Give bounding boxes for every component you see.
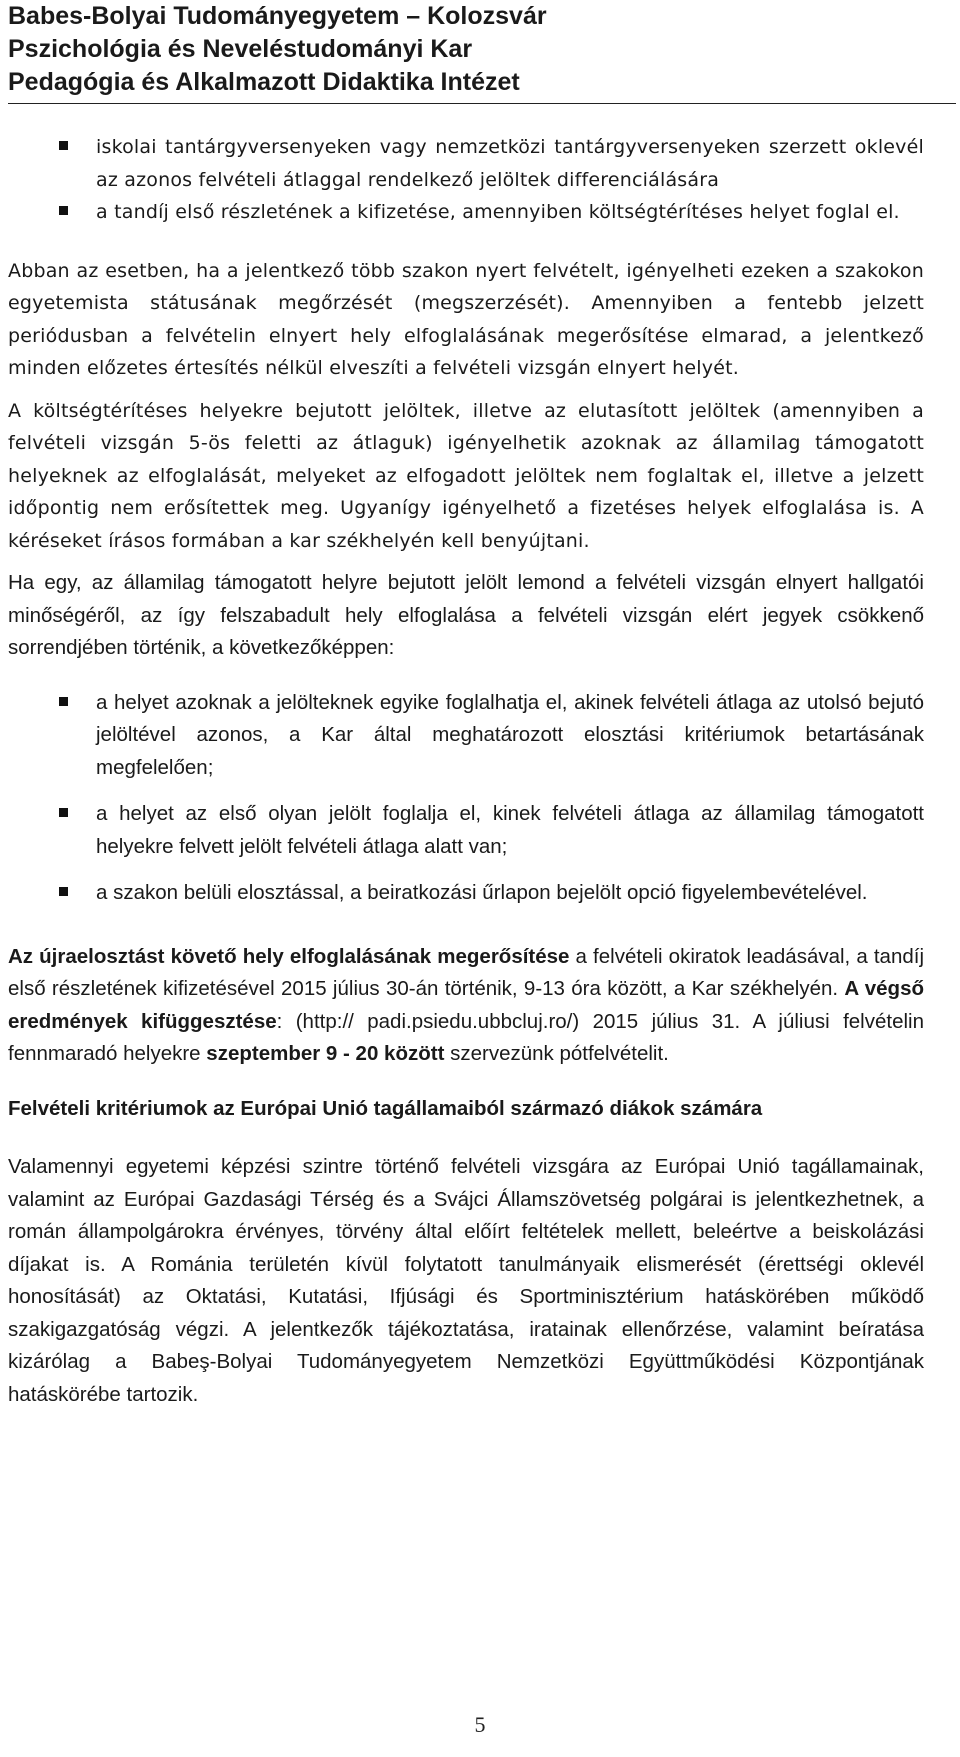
mid-bullet-list (8, 687, 924, 910)
document-body (8, 131, 924, 1411)
section-title-eu-students: Felvételi kritériumok az Európai Unió tagállamaiból származó diákok számára (8, 1096, 763, 1120)
list-item-text: iskolai tantárgyversenyeken vagy nemzetközi tantárgyversenyeken szerzett oklevél az azonos felvételi átlaggal rendelkező jelöltek differenciálására (96, 136, 924, 191)
square-bullet-icon (59, 808, 68, 817)
final-results-heading: A végső eredmények kifüggesztése (8, 977, 924, 1033)
list-item-text: a tandíj első részletének a kifizetése, amennyiben költségtérítéses helyet foglal el. (96, 201, 900, 223)
square-bullet-icon (59, 887, 68, 896)
list-item (8, 877, 924, 910)
square-bullet-icon (59, 141, 68, 150)
page-number: 5 (474, 1712, 486, 1737)
header-divider (8, 103, 956, 104)
paragraph-withdrawal: Ha egy, az államilag támogatott helyre bejutott jelölt lemond a felvételi vizsgán elnyert hallgatói minőségéről, az így felszabadult hely elfoglalása a felvételi vizsgán elért jegyek csökkenő sorrendjében történik, a következőképpen: (8, 571, 924, 659)
supplementary-admission-text: szervezünk pótfelvételit. (444, 1042, 669, 1065)
list-item-text: a szakon belüli elosztással, a beiratkozási űrlapon bejelölt opció figyelembevételével. (96, 881, 868, 904)
paragraph-eu-students: Valamennyi egyetemi képzési szintre történő felvételi vizsgára az Európai Unió tagállamainak, valamint az Európai Gazdasági Térség és a Svájci Államszövetség polgárai is jelentkezhetnek, a román állampolgárokra érvényes, törvény által előírt feltételek mellett, beleértve a beiskolázási díjakat is. A Románia területén kívül folytatott tanulmányaik elismerését (érettségi oklevél honosítását) az Oktatási, Kutatási, Ifjúsági és Sportminisztérium hatáskörében működő szakigazgatóság végzi. A jelentkezők tájékoztatása, iratainak ellenőrzése, valamint beíratása kizárólag a Babeş-Bolyai Tudományegyetem Nemzetközi Együttműködési Központjának hatáskörébe tartozik. (8, 1155, 924, 1406)
reallocation-text: a felvételi okiratok leadásával, a tandíj első részletének kifizetésével 2015 július 30-án történik, 9-13 óra között, a Kar székhelyén. (8, 944, 925, 1000)
final-results-text: : (http:// padi.psiedu.ubbcluj.ro/) 2015 július 31. A júliusi felvételin fennmaradó helyekre (8, 1009, 924, 1065)
list-item (8, 196, 924, 229)
header-university: Babes-Bolyai Tudományegyetem – Kolozsvár (8, 2, 547, 30)
square-bullet-icon (59, 697, 68, 706)
list-item-text: a helyet azoknak a jelölteknek egyike foglalhatja el, akinek felvételi átlaga az utolsó bejutó jelöltével azonos, a Kar által meghatározott elosztási kritériumok betartásának megfelelően; (96, 690, 924, 779)
paragraph-reallocation (8, 941, 924, 1071)
september-dates: szeptember 9 - 20 között (206, 1042, 445, 1065)
paragraph-fee-paying-places: A költségtérítéses helyekre bejutott jelöltek, illetve az elutasított jelöltek (amennyiben a felvételi vizsgán 5-ös feletti az átlaguk) igényelhetik azoknak az államilag támogatott helyeknek az elfoglalását, melyeket az elfogadott jelöltek nem foglaltak el, illetve a jelzett időpontig nem erősítettek meg. Ugyanígy igényelhető a fizetéses helyek elfoglalása is. A kéréseket írásos formában a kar székhelyén kell benyújtani. (8, 399, 924, 552)
reallocation-heading: Az újraelosztást követő hely elfoglalásának megerősítése (8, 944, 570, 968)
header-faculty: Pszichológia és Neveléstudományi Kar (8, 35, 473, 63)
list-item (8, 131, 924, 196)
list-item-text: a helyet az első olyan jelölt foglalja el, kinek felvételi átlaga az államilag támogatott helyekre felvett jelölt felvételi átlaga alatt van; (96, 802, 924, 858)
paragraph-multiple-admission: Abban az esetben, ha a jelentkező több szakon nyert felvételt, igényelheti ezeken a szakokon egyetemista státusának megőrzését (megszerzését). Amennyiben a fentebb jelzett periódusban a felvételin elnyert hely elfoglalásának megerősítése elmarad, a jelentkező minden előzetes értesítés nélkül elveszíti a felvételi vizsgán elnyert helyét. (8, 259, 924, 379)
list-item (8, 798, 924, 863)
square-bullet-icon (59, 206, 68, 215)
header-institute: Pedagógia és Alkalmazott Didaktika Intézet (8, 68, 520, 96)
document-header (8, 0, 956, 104)
list-item (8, 687, 924, 785)
top-bullet-list (8, 131, 924, 229)
